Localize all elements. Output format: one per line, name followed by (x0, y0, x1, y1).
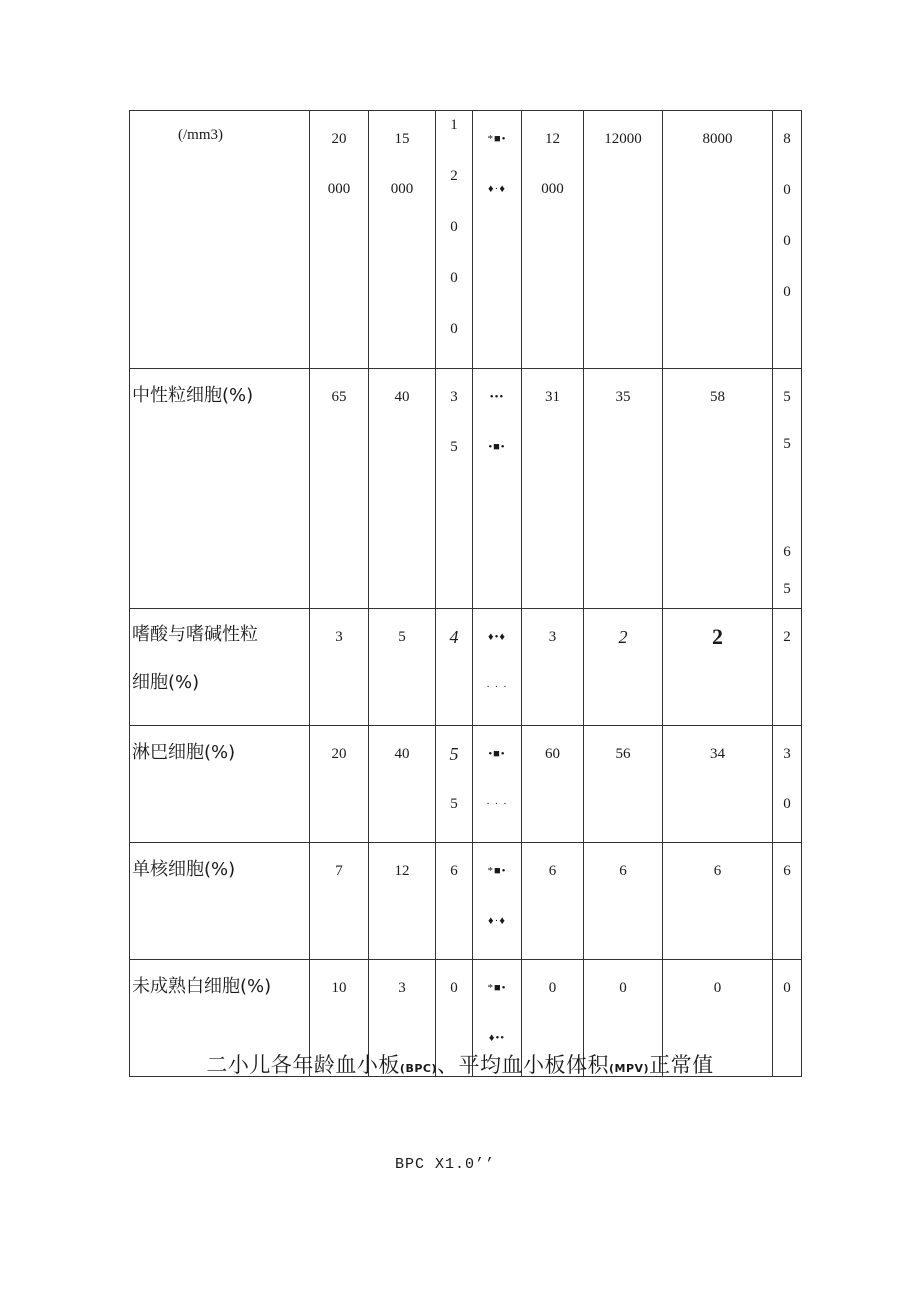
table-cell: 2 (773, 609, 802, 726)
caption-text: 、平均血小板体积 (437, 1053, 609, 1077)
row-label: 淋巴细胞(%) (130, 726, 310, 843)
row-label: 单核细胞(%) (130, 843, 310, 960)
table-cell: 3 (522, 609, 584, 726)
table-cell: 5 (369, 609, 436, 726)
table-cell: •■• · · · (473, 726, 522, 843)
table-cell: 12000 (584, 111, 663, 369)
row-label: (/mm3) (130, 111, 310, 369)
table-cell: 0 (663, 960, 773, 1077)
table-cell: 1 2 0 0 0 (436, 111, 473, 369)
table-cell: 56 (584, 726, 663, 843)
table-row-total-count (130, 111, 802, 369)
table-cell: 3 5 (436, 369, 473, 609)
table-cell: 8 0 0 0 (773, 111, 802, 369)
table-cell: 40 (369, 726, 436, 843)
table-row-lymphocytes (130, 726, 802, 843)
table-cell: 3 0 (773, 726, 802, 843)
table-cell: 34 (663, 726, 773, 843)
table-cell: 2 (663, 609, 773, 726)
table-cell: 5 5 (436, 726, 473, 843)
table-cell: 3 (310, 609, 369, 726)
table-cell: 6 (436, 843, 473, 960)
table-cell: 8000 (663, 111, 773, 369)
table-cell: 15 000 (369, 111, 436, 369)
table-cell: 0 (522, 960, 584, 1077)
row-label: 未成熟白细胞(%) (130, 960, 310, 1077)
table-cell: 0 (584, 960, 663, 1077)
table-cell: 0 (436, 960, 473, 1077)
bpc-unit-line: BPC X1.0’’ (395, 1156, 496, 1173)
table-cell: 4 (436, 609, 473, 726)
table-cell: 0 (773, 960, 802, 1077)
table-cell: 20 000 (310, 111, 369, 369)
table-cell: 6 (773, 843, 802, 960)
table-cell: *■• ♦·♦ (473, 843, 522, 960)
table-cell: *■• ♦·♦ (473, 111, 522, 369)
table-cell: 12 (369, 843, 436, 960)
section-title (0, 1049, 920, 1079)
table-cell: 20 (310, 726, 369, 843)
table-cell: 58 (663, 369, 773, 609)
table-cell: ••• •■• (473, 369, 522, 609)
table-cell: 10 (310, 960, 369, 1077)
table-cell: 12 000 (522, 111, 584, 369)
caption-text: 二小儿各年龄血小板 (206, 1053, 400, 1077)
table-cell: ♦•♦ · · · (473, 609, 522, 726)
row-label: 嗜酸与嗜碱性粒 细胞(%) (130, 609, 310, 726)
table-cell: 6 (522, 843, 584, 960)
blood-count-table (129, 110, 802, 1077)
table-cell: 40 (369, 369, 436, 609)
table-cell: 5 5 6 5 (773, 369, 802, 609)
table-row-eosinophils-basophils (130, 609, 802, 726)
caption-abbr-mpv: (MPV) (609, 1062, 650, 1075)
table-cell: 60 (522, 726, 584, 843)
table-row-neutrophils (130, 369, 802, 609)
table-cell: 35 (584, 369, 663, 609)
table-cell: 3 (369, 960, 436, 1077)
table-cell: *■• ♦•• (473, 960, 522, 1077)
table-cell: 6 (663, 843, 773, 960)
table-cell: 6 (584, 843, 663, 960)
table-cell: 7 (310, 843, 369, 960)
table-cell: 2 (584, 609, 663, 726)
table-cell: 31 (522, 369, 584, 609)
caption-abbr-bpc: (BPC) (399, 1062, 437, 1075)
table-cell: 65 (310, 369, 369, 609)
table-row-monocytes (130, 843, 802, 960)
caption-text: 正常值 (649, 1053, 714, 1077)
row-label: 中性粒细胞(%) (130, 369, 310, 609)
